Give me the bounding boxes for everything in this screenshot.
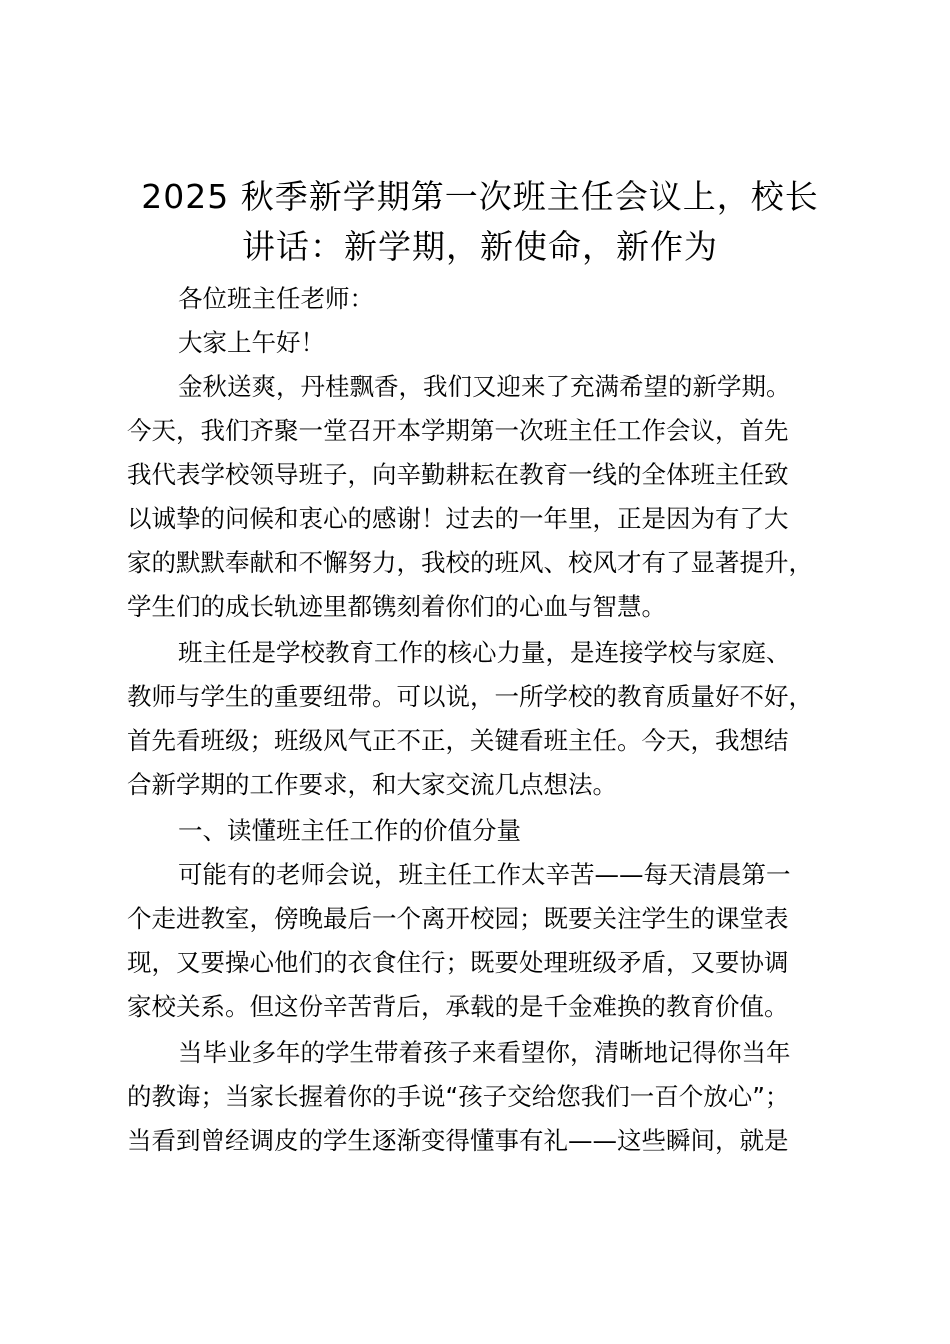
paragraph-line: 班主任是学校教育工作的核心力量，是连接学校与家庭、 <box>178 638 791 667</box>
title-line-1: 2025 秋季新学期第一次班主任会议上，校长 <box>141 177 819 216</box>
paragraph-line: 现，又要操心他们的衣食住行；既要处理班级矛盾，又要协调 <box>127 948 789 977</box>
paragraph-line: 个走进教室，傍晚最后一个离开校园；既要关注学生的课堂表 <box>127 904 789 933</box>
document-title <box>120 172 840 272</box>
paragraph-line: 当看到曾经调皮的学生逐渐变得懂事有礼——这些瞬间，就是 <box>127 1126 789 1155</box>
section-heading: 一、读懂班主任工作的价值分量 <box>178 816 521 845</box>
title-line-2: 讲话：新学期，新使命，新作为 <box>242 227 718 266</box>
paragraph-line: 的教诲；当家长握着你的手说“孩子交给您我们一百个放心”； <box>127 1082 790 1111</box>
paragraph-line: 合新学期的工作要求，和大家交流几点想法。 <box>127 770 617 799</box>
greeting: 大家上午好！ <box>178 328 325 357</box>
paragraph-line: 我代表学校领导班子，向辛勤耕耘在教育一线的全体班主任致 <box>127 460 789 489</box>
paragraph-line: 可能有的老师会说，班主任工作太辛苦——每天清晨第一 <box>178 860 791 889</box>
salutation: 各位班主任老师： <box>178 284 374 313</box>
paragraph-line: 家校关系。但这份辛苦背后，承载的是千金难换的教育价值。 <box>127 992 789 1021</box>
paragraph-line: 当毕业多年的学生带着孩子来看望你，清晰地记得你当年 <box>178 1038 791 1067</box>
paragraph-line: 学生们的成长轨迹里都镌刻着你们的心血与智慧。 <box>127 592 666 621</box>
paragraph-line: 今天，我们齐聚一堂召开本学期第一次班主任工作会议，首先 <box>127 416 789 445</box>
paragraph-line: 以诚挚的问候和衷心的感谢！过去的一年里，正是因为有了大 <box>127 504 789 533</box>
paragraph-line: 教师与学生的重要纽带。可以说，一所学校的教育质量好不好， <box>127 682 813 711</box>
paragraph-line: 家的默默奉献和不懈努力，我校的班风、校风才有了显著提升， <box>127 548 813 577</box>
paragraph-line: 首先看班级；班级风气正不正，关键看班主任。今天，我想结 <box>127 726 789 755</box>
paragraph-line: 金秋送爽，丹桂飘香，我们又迎来了充满希望的新学期。 <box>178 372 791 401</box>
